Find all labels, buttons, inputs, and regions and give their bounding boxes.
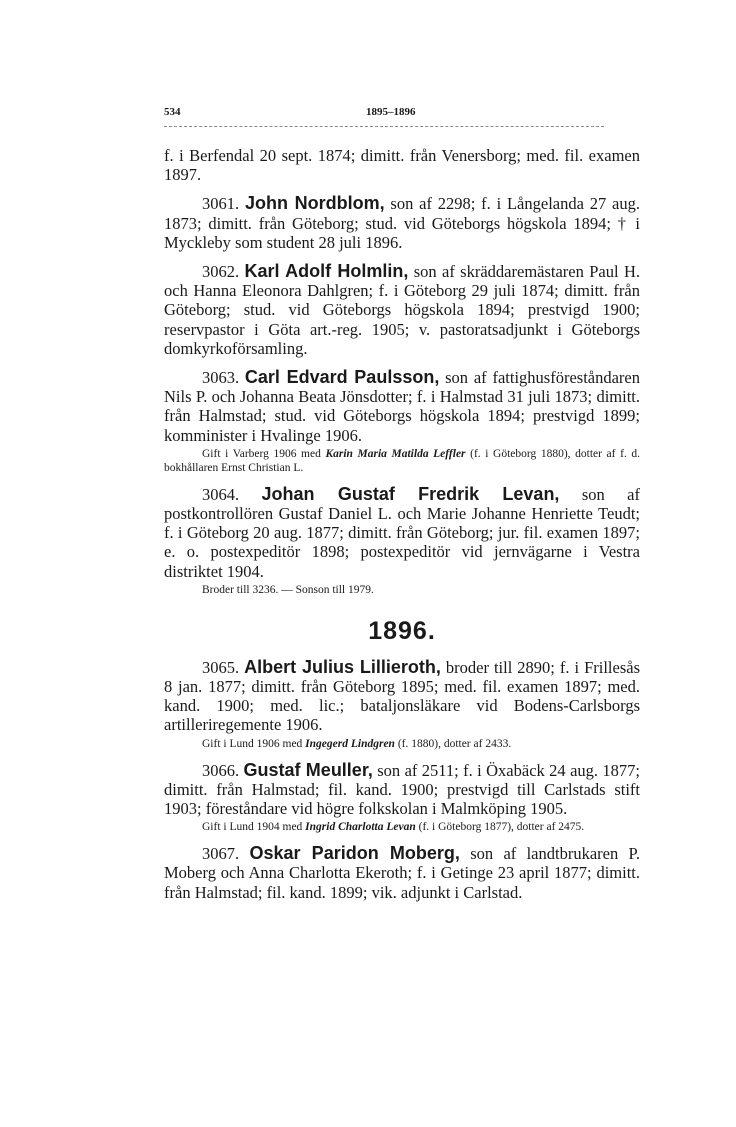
note-text: (f. i Göteborg 1877), dotter af 2475. [418,821,585,834]
spouse-name: Karin Maria Matilda Leffler [325,447,466,460]
page [164,100,641,902]
entry-number: 3064. [202,484,240,504]
running-head-years: 1895–1896 [366,106,416,118]
note-text: (f. i Göteborg 1880), dotter af f. d. bokhållaren Ernst Christian L. [164,447,640,474]
entry-note [164,447,640,475]
entry-3067 [164,844,640,902]
note-text: Broder till 3236. — Sonson till 1979. [202,583,374,596]
entry-number: 3065. [202,657,240,677]
entry-3066 [164,761,640,819]
note-text: Gift i Lund 1906 med [202,737,303,750]
entry-name: Johan Gustaf Fredrik Levan, [261,483,560,504]
entry-3064 [164,485,640,581]
entry-number: 3066. [202,760,240,780]
entry-text: son af landtbrukaren P. Moberg och Anna Charlotta Ekeroth; f. i Getinge 23 april 1877; dimitt. från Halmstad; fil. kand. 1899; vik. adjunkt i Carlstad. [164,844,641,902]
entry-name: Carl Edvard Paulsson, [244,367,440,388]
page-body [164,146,640,902]
header-rule [164,126,604,127]
entry-number: 3067. [202,844,240,864]
entry-text: broder till 2890; f. i Frillesås 8 jan. 1877; dimitt. från Göteborg 1895; med. fil. examen 1897; med. kand. 1900; med. lic.; bataljonsläkare vid Bodens-Carlsborgs artilleriregemente 1906. [164,657,640,735]
entry-note [164,737,640,751]
note-text: (f. 1880), dotter af 2433. [397,737,512,750]
entry-name: Gustaf Meuller, [243,759,373,780]
page-header [164,100,640,124]
entry-text: son af postkontrollören Gustaf Daniel L. och Marie Johanne Henriette Teudt; f. i Göteborg 20 aug. 1877; dimitt. från Göteborg; jur. fil. examen 1897; e. o. postexpeditör 1898; postexpeditör vid jernvägarne i Vestra distriktet 1904. [164,484,640,581]
entry-text: son af 2298; f. i Långelanda 27 aug. 1873; dimitt. från Göteborg; stud. vid Göteborgs högskola 1894; † i Myckleby som student 28 juli 1896. [164,194,640,252]
entry-name: Albert Julius Lillieroth, [244,656,441,677]
page-number: 534 [164,106,181,118]
entry-note [164,583,640,597]
note-text: Gift i Varberg 1906 med [202,447,321,460]
entry-number: 3063. [202,368,240,388]
entry-name: Karl Adolf Holmlin, [244,261,409,282]
spouse-name: Ingrid Charlotta Levan [305,821,416,834]
entry-text: son af 2511; f. i Öxabäck 24 aug. 1877; dimitt. från Halmstad; fil. kand. 1900; prestvigd till Carlstads stift 1903; föreståndare vid högre folkskolan i Malmköping 1905. [164,760,641,819]
entry-text: son af skräddaremästaren Paul H. och Hanna Eleonora Dahlgren; f. i Göteborg 29 juli 1874; dimitt. från Göteborg; stud. vid Göteborgs högskola 1894; prestvigd 1900; reservpastor i Göta art.-reg. 1905; v. pastoratsadjunkt i Göteborgs domkyrkoförsamling. [164,262,640,358]
entry-3062 [164,262,640,358]
note-text: Gift i Lund 1904 med [202,821,303,834]
entry-name: John Nordblom, [244,193,385,214]
continued-entry-text: f. i Berfendal 20 sept. 1874; dimitt. från Venersborg; med. fil. examen 1897. [164,146,640,185]
entry-number: 3061. [202,194,240,214]
entry-3063 [164,368,640,445]
spouse-name: Ingegerd Lindgren [305,737,395,750]
entry-3065 [164,658,640,735]
entry-text: son af fattighusföreståndaren Nils P. och Johanna Beata Jönsdotter; f. i Halmstad 31 juli 1873; dimitt. från Halmstad; stud. vid Göteborgs högskola 1894; prestvigd 1899; komminister i Hvalinge 1906. [164,368,640,445]
entry-name: Oskar Paridon Moberg, [249,843,460,864]
entry-number: 3062. [202,262,240,282]
entry-3061 [164,194,640,252]
year-heading: 1896. [368,616,436,645]
entry-note [164,820,640,834]
